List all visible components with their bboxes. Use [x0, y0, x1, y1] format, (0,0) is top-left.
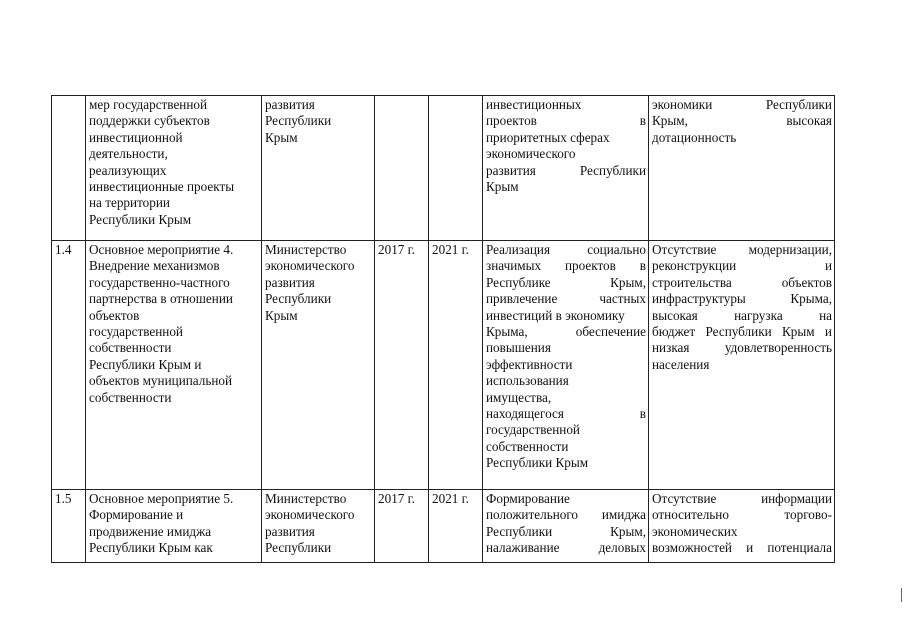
program-activities-table [51, 95, 835, 563]
cell-text-line: государственной [89, 324, 183, 340]
cell-text-line: Республики Крым [486, 455, 589, 471]
cell-text-line: Республики [265, 291, 332, 307]
cell-text-line: бюджет Республики Крым и [652, 324, 832, 340]
cell-text-line: объектов [89, 307, 140, 323]
cell-text-line: экономического [486, 146, 576, 162]
cell-text-line: относительно торгово- [652, 507, 832, 523]
cell-text-line: приоритетных сферах [486, 129, 610, 145]
cell-text-line: Республики Крым как [89, 540, 213, 556]
cell-text-line: реконструкции и [652, 258, 832, 274]
cell-text-line: Крыма, обеспечение [486, 324, 646, 340]
cell-text-line: инвестиционной [89, 129, 183, 145]
end-year: 2021 г. [432, 491, 469, 506]
table-row [52, 96, 835, 241]
cell-text-line: государственно-частного [89, 274, 230, 290]
cell-text-line: реализующих [89, 162, 167, 178]
cell-text-line: поддержки субъектов [89, 113, 210, 129]
cell-text-line: Отсутствие информации [652, 491, 832, 506]
cell-text-line: Формирование [486, 491, 570, 506]
cell-text-line: Формирование и [89, 507, 184, 523]
cell-text-line: экономических [652, 523, 738, 539]
cell-text-line: инвестиционных [486, 97, 582, 112]
cell-text-line: имущества, [486, 389, 552, 405]
cell-start-year [375, 96, 429, 241]
cell-text-line: строительства объектов [652, 274, 832, 290]
cell-text-line: продвижение имиджа [89, 523, 212, 539]
cell-text-line: объектов муниципальной [89, 373, 233, 389]
cell-text-line: Республики Крым, [486, 523, 646, 539]
cell-text-line: Министерство [265, 491, 347, 506]
cell-number [52, 96, 86, 241]
cell-text-line: государственной [486, 422, 580, 438]
cell-text-line: эффективности [486, 356, 573, 372]
cell-text-line: Крым [486, 179, 519, 195]
cell-text-line: собственности [486, 438, 569, 454]
end-year: 2021 г. [432, 242, 469, 257]
cell-text-line: инвестиционные проекты [89, 179, 235, 195]
cell-executor [262, 490, 375, 563]
cell-end-year [429, 96, 483, 241]
cell-text-line: мер государственной [89, 97, 208, 112]
table-body [52, 96, 835, 563]
start-year: 2017 г. [378, 242, 415, 257]
cell-executor [262, 96, 375, 241]
cell-text-line: Крым, высокая [652, 113, 832, 129]
cell-text-line: экономики Республики [652, 97, 832, 112]
cell-text-line: экономического [265, 507, 355, 523]
table-row [52, 490, 835, 563]
start-year: 2017 г. [378, 491, 415, 506]
cell-text-line: Республики [265, 113, 332, 129]
cell-text-line: Крым [265, 307, 298, 323]
cell-text-line: налаживание деловых [486, 540, 646, 556]
cell-text-line: Отсутствие модернизации, [652, 242, 832, 257]
cell-text-line: инвестиций в экономику [486, 307, 625, 323]
cell-text-line: Республике Крым, [486, 274, 646, 290]
row-number: 1.4 [55, 242, 72, 257]
cell-text-line: развития [265, 274, 315, 290]
cell-text-line: собственности [89, 340, 172, 356]
row-number: 1.5 [55, 491, 72, 506]
cell-consequences [649, 241, 835, 490]
cell-consequences [649, 490, 835, 563]
cell-text-line: Республики [265, 540, 332, 556]
cell-activity [86, 241, 262, 490]
cell-text-line: развития [265, 523, 315, 539]
cell-end-year [429, 241, 483, 490]
cell-number [52, 490, 86, 563]
cell-start-year [375, 241, 429, 490]
cell-text-line: партнерства в отношении [89, 291, 233, 307]
cell-text-line: Основное мероприятие 4. [89, 242, 234, 257]
cell-text-line: положительного имиджа [486, 507, 646, 523]
cell-text-line: Республики Крым [89, 211, 192, 227]
cell-text-line: привлечение частных [486, 291, 646, 307]
cell-text-line: Основное мероприятие 5. [89, 491, 234, 506]
cell-consequences [649, 96, 835, 241]
cell-text-line: населения [652, 356, 710, 372]
cell-expected-result [483, 241, 649, 490]
cell-text-line: развития [265, 97, 315, 112]
cell-executor [262, 241, 375, 490]
cell-text-line: значимых проектов в [486, 258, 646, 274]
cell-text-line: Реализация социально [486, 242, 646, 257]
cell-text-line: Министерство [265, 242, 347, 257]
cell-expected-result [483, 490, 649, 563]
cell-text-line: повышения [486, 340, 551, 356]
cell-text-line: проектов в [486, 113, 646, 129]
cell-text-line: Внедрение механизмов [89, 258, 220, 274]
cell-text-line: инфраструктуры Крыма, [652, 291, 832, 307]
cell-text-line: экономического [265, 258, 355, 274]
cell-text-line: использования [486, 373, 569, 389]
cell-activity [86, 490, 262, 563]
cell-text-line: Крым [265, 129, 298, 145]
cell-activity [86, 96, 262, 241]
cell-text-line: на территории [89, 195, 170, 211]
cell-text-line: Республики Крым и [89, 356, 202, 372]
cell-number [52, 241, 86, 490]
cell-expected-result [483, 96, 649, 241]
scan-edge-mark [901, 588, 902, 602]
cell-end-year [429, 490, 483, 563]
cell-text-line: деятельности, [89, 146, 168, 162]
cell-text-line: дотационность [652, 129, 737, 145]
cell-text-line: возможностей и потенциала [652, 540, 832, 556]
table-row [52, 241, 835, 490]
cell-text-line: высокая нагрузка на [652, 307, 832, 323]
cell-text-line: развития Республики [486, 162, 646, 178]
cell-text-line: собственности [89, 389, 172, 405]
cell-text-line: низкая удовлетворенность [652, 340, 832, 356]
cell-text-line: находящегося в [486, 406, 646, 422]
cell-start-year [375, 490, 429, 563]
